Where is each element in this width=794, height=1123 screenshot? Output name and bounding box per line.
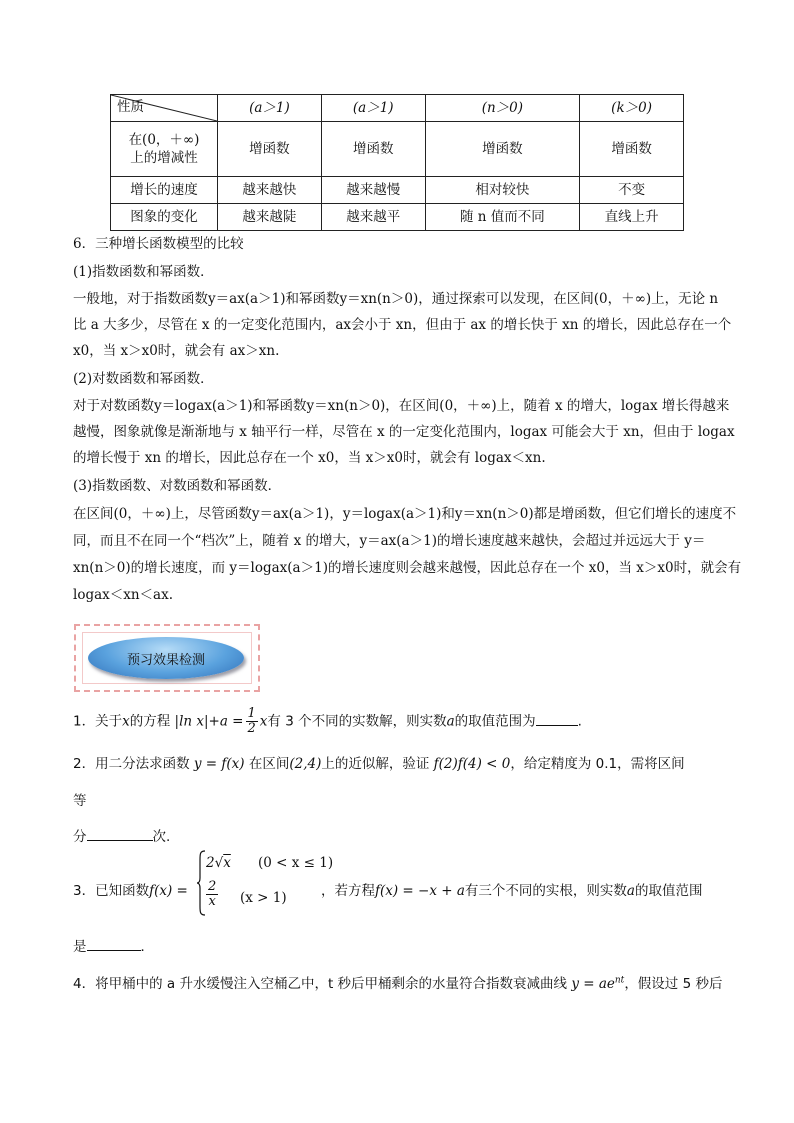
table-cell: 越来越快 bbox=[218, 177, 322, 204]
answer-blank bbox=[536, 711, 578, 726]
piecewise-condition-1: (0 < x ≤ 1) bbox=[258, 855, 334, 871]
table-row bbox=[111, 122, 684, 177]
piecewise-case-1: 2√x bbox=[206, 855, 231, 871]
paragraph-line: xn(n＞0)的增长速度，而 y＝logax(a＞1)的增长速度则会越来越慢，因此总存在一个 x0，当 x＞x0时，就会有 bbox=[73, 560, 742, 576]
question-3-cont: ，若方程f(x) = −x + a有三个不同的实根，则实数a的取值范围 bbox=[321, 883, 703, 899]
question-3-line2: 是 ． bbox=[73, 935, 154, 955]
table-col-header: (n＞0) bbox=[425, 95, 580, 122]
paragraph-line: 一般地，对于指数函数y＝ax(a＞1)和幂函数y＝xn(n＞0)，通过探索可以发现，在区间(0，＋∞)上，无论 n bbox=[73, 291, 719, 307]
question-2-line2: 等 bbox=[73, 793, 87, 809]
table-corner-cell bbox=[111, 95, 218, 122]
piecewise-case-2: $\frac{2}{x}$ bbox=[208, 879, 217, 909]
table-cell: 直线上升 bbox=[580, 204, 684, 231]
table-header-row bbox=[111, 95, 684, 122]
paragraph-line: 对于对数函数y＝logax(a＞1)和幂函数y＝xn(n＞0)，在区间(0，＋∞)上，随着 x 的增大，logax 增长得越来 bbox=[73, 398, 730, 414]
subsection-heading: (1)指数函数和幂函数． bbox=[73, 264, 214, 280]
question-2-line3: 分 次. bbox=[73, 825, 170, 845]
paragraph-line: 的增长慢于 xn 的增长，因此总存在一个 x0，当 x＞x0时，就会有 logax＜xn. bbox=[73, 450, 546, 466]
function-properties-table bbox=[110, 94, 684, 231]
table-row bbox=[111, 204, 684, 231]
table-cell: 越来越陡 bbox=[218, 204, 322, 231]
table-cell: 增函数 bbox=[218, 122, 322, 177]
preview-check-badge: 预习效果检测 bbox=[88, 637, 244, 679]
table-col-header: (a＞1) bbox=[321, 95, 425, 122]
q1-equation: |ln x|+a = bbox=[174, 713, 244, 730]
piecewise-condition-2: (x > 1) bbox=[240, 890, 287, 906]
table-col-header: (k＞0) bbox=[580, 95, 684, 122]
table-cell: 增函数 bbox=[321, 122, 425, 177]
q2-text: ，给定精度为 0.1，需将区间 bbox=[510, 756, 685, 772]
table-cell: 随 n 值而不同 bbox=[425, 204, 580, 231]
subsection-heading: (2)对数函数和幂函数． bbox=[73, 371, 214, 387]
table-row-label-line: 在(0，＋∞) bbox=[128, 132, 200, 148]
paragraph-line: 同，而且不在同一个“档次”上，随着 x 的增大，y＝ax(a＞1)的增长速度越来越快，会超过并远远大于 y＝ bbox=[73, 533, 706, 549]
answer-blank bbox=[87, 826, 153, 841]
q1-text: 有 3 个不同的实数解，则实数 bbox=[267, 713, 447, 730]
paragraph-line: logax＜xn＜ax. bbox=[73, 587, 174, 603]
table-corner-label: 性质 bbox=[117, 99, 144, 115]
decay-formula: $y = ae^{nt}$ bbox=[567, 975, 625, 992]
subsection-heading: (3)指数函数、对数函数和幂函数． bbox=[73, 478, 282, 494]
table-cell: 相对较快 bbox=[425, 177, 580, 204]
q2-text: 2．用二分法求函数 bbox=[73, 756, 190, 772]
table-row-label-line: 上的增减性 bbox=[130, 150, 198, 166]
table-cell: 增函数 bbox=[425, 122, 580, 177]
q3-text: 3．已知函数 bbox=[73, 883, 150, 899]
table-row-label: 图象的变化 bbox=[111, 204, 218, 231]
paragraph-line: 比 a 大多少，尽管在 x 的一定变化范围内，ax会小于 xn，但由于 ax 的增长快于 xn 的增长，因此总存在一个 bbox=[73, 317, 732, 333]
table-cell: 不变 bbox=[580, 177, 684, 204]
table-cell: 越来越平 bbox=[321, 204, 425, 231]
table-row-label: 增长的速度 bbox=[111, 177, 218, 204]
question-4: 4．将甲桶中的 a 升水缓慢注入空桶乙中，t 秒后甲桶剩余的水量符合指数衰减曲线 $y = ae^{nt}$，假设过 5 秒后 bbox=[73, 975, 723, 992]
answer-blank bbox=[87, 936, 141, 951]
fraction-half: $\frac{1}{2}$ bbox=[247, 706, 256, 736]
q2-text: 上的近似解，验证 bbox=[321, 756, 430, 772]
q1-text: 的方程 bbox=[129, 713, 171, 730]
q1-text: 的取值范围为 bbox=[454, 713, 536, 730]
question-2: 2．用二分法求函数 y = f(x) 在区间(2,4)上的近似解，验证 f(2)f(4) < 0，给定精度为 0.1，需将区间 bbox=[73, 756, 685, 772]
table-cell: 增函数 bbox=[580, 122, 684, 177]
question-1: 1．关于x的方程 |ln x|+a = $\frac{1}{2}$ x有 3 个不同的实数解，则实数a的取值范围为 . bbox=[73, 706, 582, 736]
table-col-header: (a＞1) bbox=[218, 95, 322, 122]
table-cell: 越来越慢 bbox=[321, 177, 425, 204]
brace-icon bbox=[196, 850, 206, 916]
paragraph-line: x0，当 x＞x0时，就会有 ax＞xn. bbox=[73, 343, 280, 359]
paragraph-line: 越慢，图象就像是渐渐地与 x 轴平行一样，尽管在 x 的一定变化范围内，logax 可能会大于 xn，但由于 logax bbox=[73, 424, 735, 440]
table-row-label bbox=[111, 122, 218, 177]
var-x: x bbox=[122, 713, 130, 730]
q2-text: 在区间 bbox=[248, 756, 290, 772]
table-row bbox=[111, 177, 684, 204]
question-3: 3．已知函数f(x) = bbox=[73, 883, 188, 899]
paragraph-line: 在区间(0，＋∞)上，尽管函数y＝ax(a＞1)，y＝logax(a＞1)和y＝xn(n＞0)都是增函数，但它们增长的速度不 bbox=[73, 506, 737, 522]
section-title: 6．三种增长函数模型的比较 bbox=[73, 236, 244, 252]
q1-text: 1．关于 bbox=[73, 713, 123, 730]
